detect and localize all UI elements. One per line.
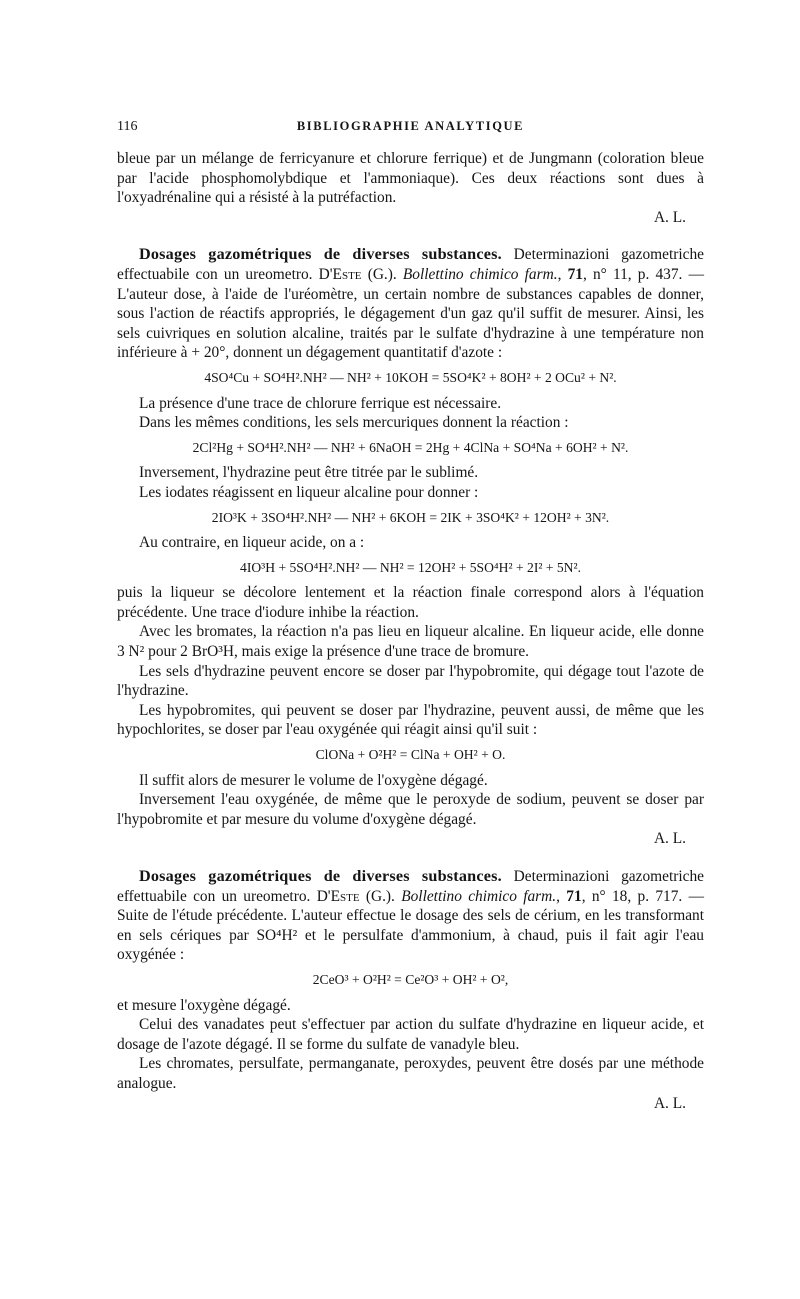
section2-paragraph: et mesure l'oxygène dégagé. bbox=[117, 996, 291, 1014]
running-title: BIBLIOGRAPHIE ANALYTIQUE bbox=[296, 119, 525, 133]
equation-iodate-acid: 4IO³H + 5SO⁴H².NH² — NH² = 12OH² + 5SO⁴H² + 2I² + 5N². bbox=[240, 559, 581, 575]
section1-paragraph: Les hypobromites, qui peuvent se doser par l'hydrazine, peuvent aussi, de même que les hypochlorites, se doser par l'eau oxygénée qui réagit ainsi qu'il suit : bbox=[117, 701, 704, 739]
equation-hypochlorite: ClONa + O²H² = ClNa + OH² + O. bbox=[315, 747, 506, 763]
section2-signature: A. L. bbox=[653, 1094, 686, 1112]
equation-cerium: 2CeO³ + O²H² = Ce²O³ + OH² + O², bbox=[312, 971, 509, 987]
section1-paragraph: Inversement l'eau oxygénée, de même que le peroxyde de sodium, peuvent se doser par l'hypobromite et par mesure du volume d'oxygène dégagé. bbox=[117, 791, 704, 828]
section1-volume: 71 bbox=[567, 265, 583, 283]
section2-title: Dosages gazométriques de diverses substances. bbox=[139, 867, 502, 885]
section1-paragraph: La présence d'une trace de chlorure ferrique est nécessaire. bbox=[139, 394, 502, 412]
section2-author: D'Este bbox=[316, 887, 360, 905]
page-number: 116 bbox=[117, 119, 138, 134]
section1-paragraph: Les sels d'hydrazine peuvent encore se doser par l'hypobromite, qui dégage tout l'azote de l'hydrazine. bbox=[117, 662, 704, 700]
equation-copper: 4SO⁴Cu + SO⁴H².NH² — NH² + 10KOH = 5SO⁴K² + 8OH² + 2 OCu² + N². bbox=[204, 369, 617, 385]
section1-lead-paragraph: Dosages gazométriques de diverses substances. Determinazioni gazometriche effectuabile con un ureometro. D'Este (G.). Bollettino chimico farm., 71, n° 11, p. 437. — L'auteur dose, à l'aide de l'uréomètre, un certain nombre de substances capables de donner, sous l'action de réactifs appropriés, le dégagement d'un gaz qu'il suffit de mesurer. Ainsi, les sels cuivriques en solution alcaline, traités par le sulfate d'hydrazine à une température non inférieure à + 20°, donnent un dégagement quantitatif d'azote : bbox=[117, 245, 704, 362]
section1-issue-page: , n° 11, p. 437. bbox=[582, 265, 683, 283]
intro-signature: A. L. bbox=[653, 208, 686, 226]
equation-mercury: 2Cl²Hg + SO⁴H².NH² — NH² + 6NaOH = 2Hg + 4ClNa + SO⁴Na + 6OH² + N². bbox=[192, 439, 629, 455]
section1-author-initial: (G.). bbox=[367, 265, 397, 283]
section2-author-initial: (G.). bbox=[365, 887, 395, 905]
section1-paragraph: Il suffit alors de mesurer le volume de l'oxygène dégagé. bbox=[139, 771, 488, 789]
section-gap bbox=[117, 227, 704, 245]
equation-iodate-alkaline: 2IO³K + 3SO⁴H².NH² — NH² + 6KOH = 2IK + 3SO⁴K² + 12OH² + 3N². bbox=[211, 509, 610, 525]
intro-paragraph: bleue par un mélange de ferricyanure et chlorure ferrique) et de Jungmann (coloration bleue par l'acide phosphomolybdique et l'ammoniaque). Ces deux réactions sont dues à l'oxyadrénaline qui a résisté à la putréfaction. bbox=[117, 150, 704, 207]
section1-paragraph: Les iodates réagissent en liqueur alcaline pour donner : bbox=[139, 483, 479, 501]
article-body bbox=[117, 149, 704, 1113]
section2-paragraph: Celui des vanadates peut s'effectuer par action du sulfate d'hydrazine en liqueur acide, et dosage de l'azote dégagé. Il se forme du sulfate de vanadyle bleu. bbox=[117, 1016, 704, 1053]
section1-summary: — L'auteur dose, à l'aide de l'uréomètre, un certain nombre de substances capables de donner, sous l'action de réactifs appropriés, le dégagement d'un gaz qu'il suffit de mesurer. Ainsi, les sels cuivriques en solution alcaline, traités par le sulfate d'hydrazine à une température non inférieure à + 20°, donnent un dégagement quantitatif d'azote : bbox=[117, 265, 704, 362]
section2-summary: — Suite de l'étude précédente. L'auteur effectue le dosage des sels de cérium, en les transformant en sels cériques par SO⁴H² et le persulfate d'ammonium, à chaud, puis il fait agir l'eau oxygénée : bbox=[117, 887, 704, 964]
page-header bbox=[117, 117, 704, 139]
section1-paragraph: puis la liqueur se décolore lentement et la réaction finale correspond alors à l'équation précédente. Une trace d'iodure inhibe la réaction. bbox=[117, 584, 704, 621]
section2-issue-page: , n° 18, p. 717. bbox=[581, 887, 683, 905]
section1-signature: A. L. bbox=[653, 830, 686, 848]
section1-journal: Bollettino chimico farm. bbox=[402, 265, 558, 283]
section1-title: Dosages gazométriques de diverses substances. bbox=[139, 245, 502, 264]
section2-lead-paragraph: Dosages gazométriques de diverses substances. Determinazioni gazometriche effettuabile con un ureometro. D'Este (G.). Bollettino chimico farm., 71, n° 18, p. 717. — Suite de l'étude précédente. L'auteur effectue le dosage des sels de cérium, en les transformant en sels cériques par SO⁴H² et le persulfate d'ammonium, à chaud, puis il fait agir l'eau oxygénée : bbox=[117, 867, 704, 964]
section1-author: D'Este bbox=[318, 265, 362, 283]
section1-paragraph: Au contraire, en liqueur acide, on a : bbox=[139, 534, 365, 552]
section2-journal: Bollettino chimico farm. bbox=[401, 887, 557, 905]
section2-reference-text: Determinazioni gazometriche effettuabile con un ureometro. bbox=[117, 868, 704, 905]
section2-paragraph: Les chromates, persulfate, permanganate, peroxydes, peuvent être dosés par une méthode analogue. bbox=[117, 1055, 704, 1092]
section1-paragraph: Inversement, l'hydrazine peut être titrée par le sublimé. bbox=[139, 464, 479, 482]
section2-volume: 71 bbox=[566, 887, 582, 905]
section1-paragraph: Dans les mêmes conditions, les sels mercuriques donnent la réaction : bbox=[139, 414, 569, 432]
section-gap bbox=[117, 849, 704, 867]
section1-paragraph: Avec les bromates, la réaction n'a pas lieu en liqueur alcaline. En liqueur acide, elle donne 3 N² pour 2 BrO³H, mais exige la présence d'une trace de bromure. bbox=[117, 623, 704, 661]
section1-reference-text: Determinazioni gazometriche effectuabile con un ureometro. bbox=[117, 246, 704, 283]
